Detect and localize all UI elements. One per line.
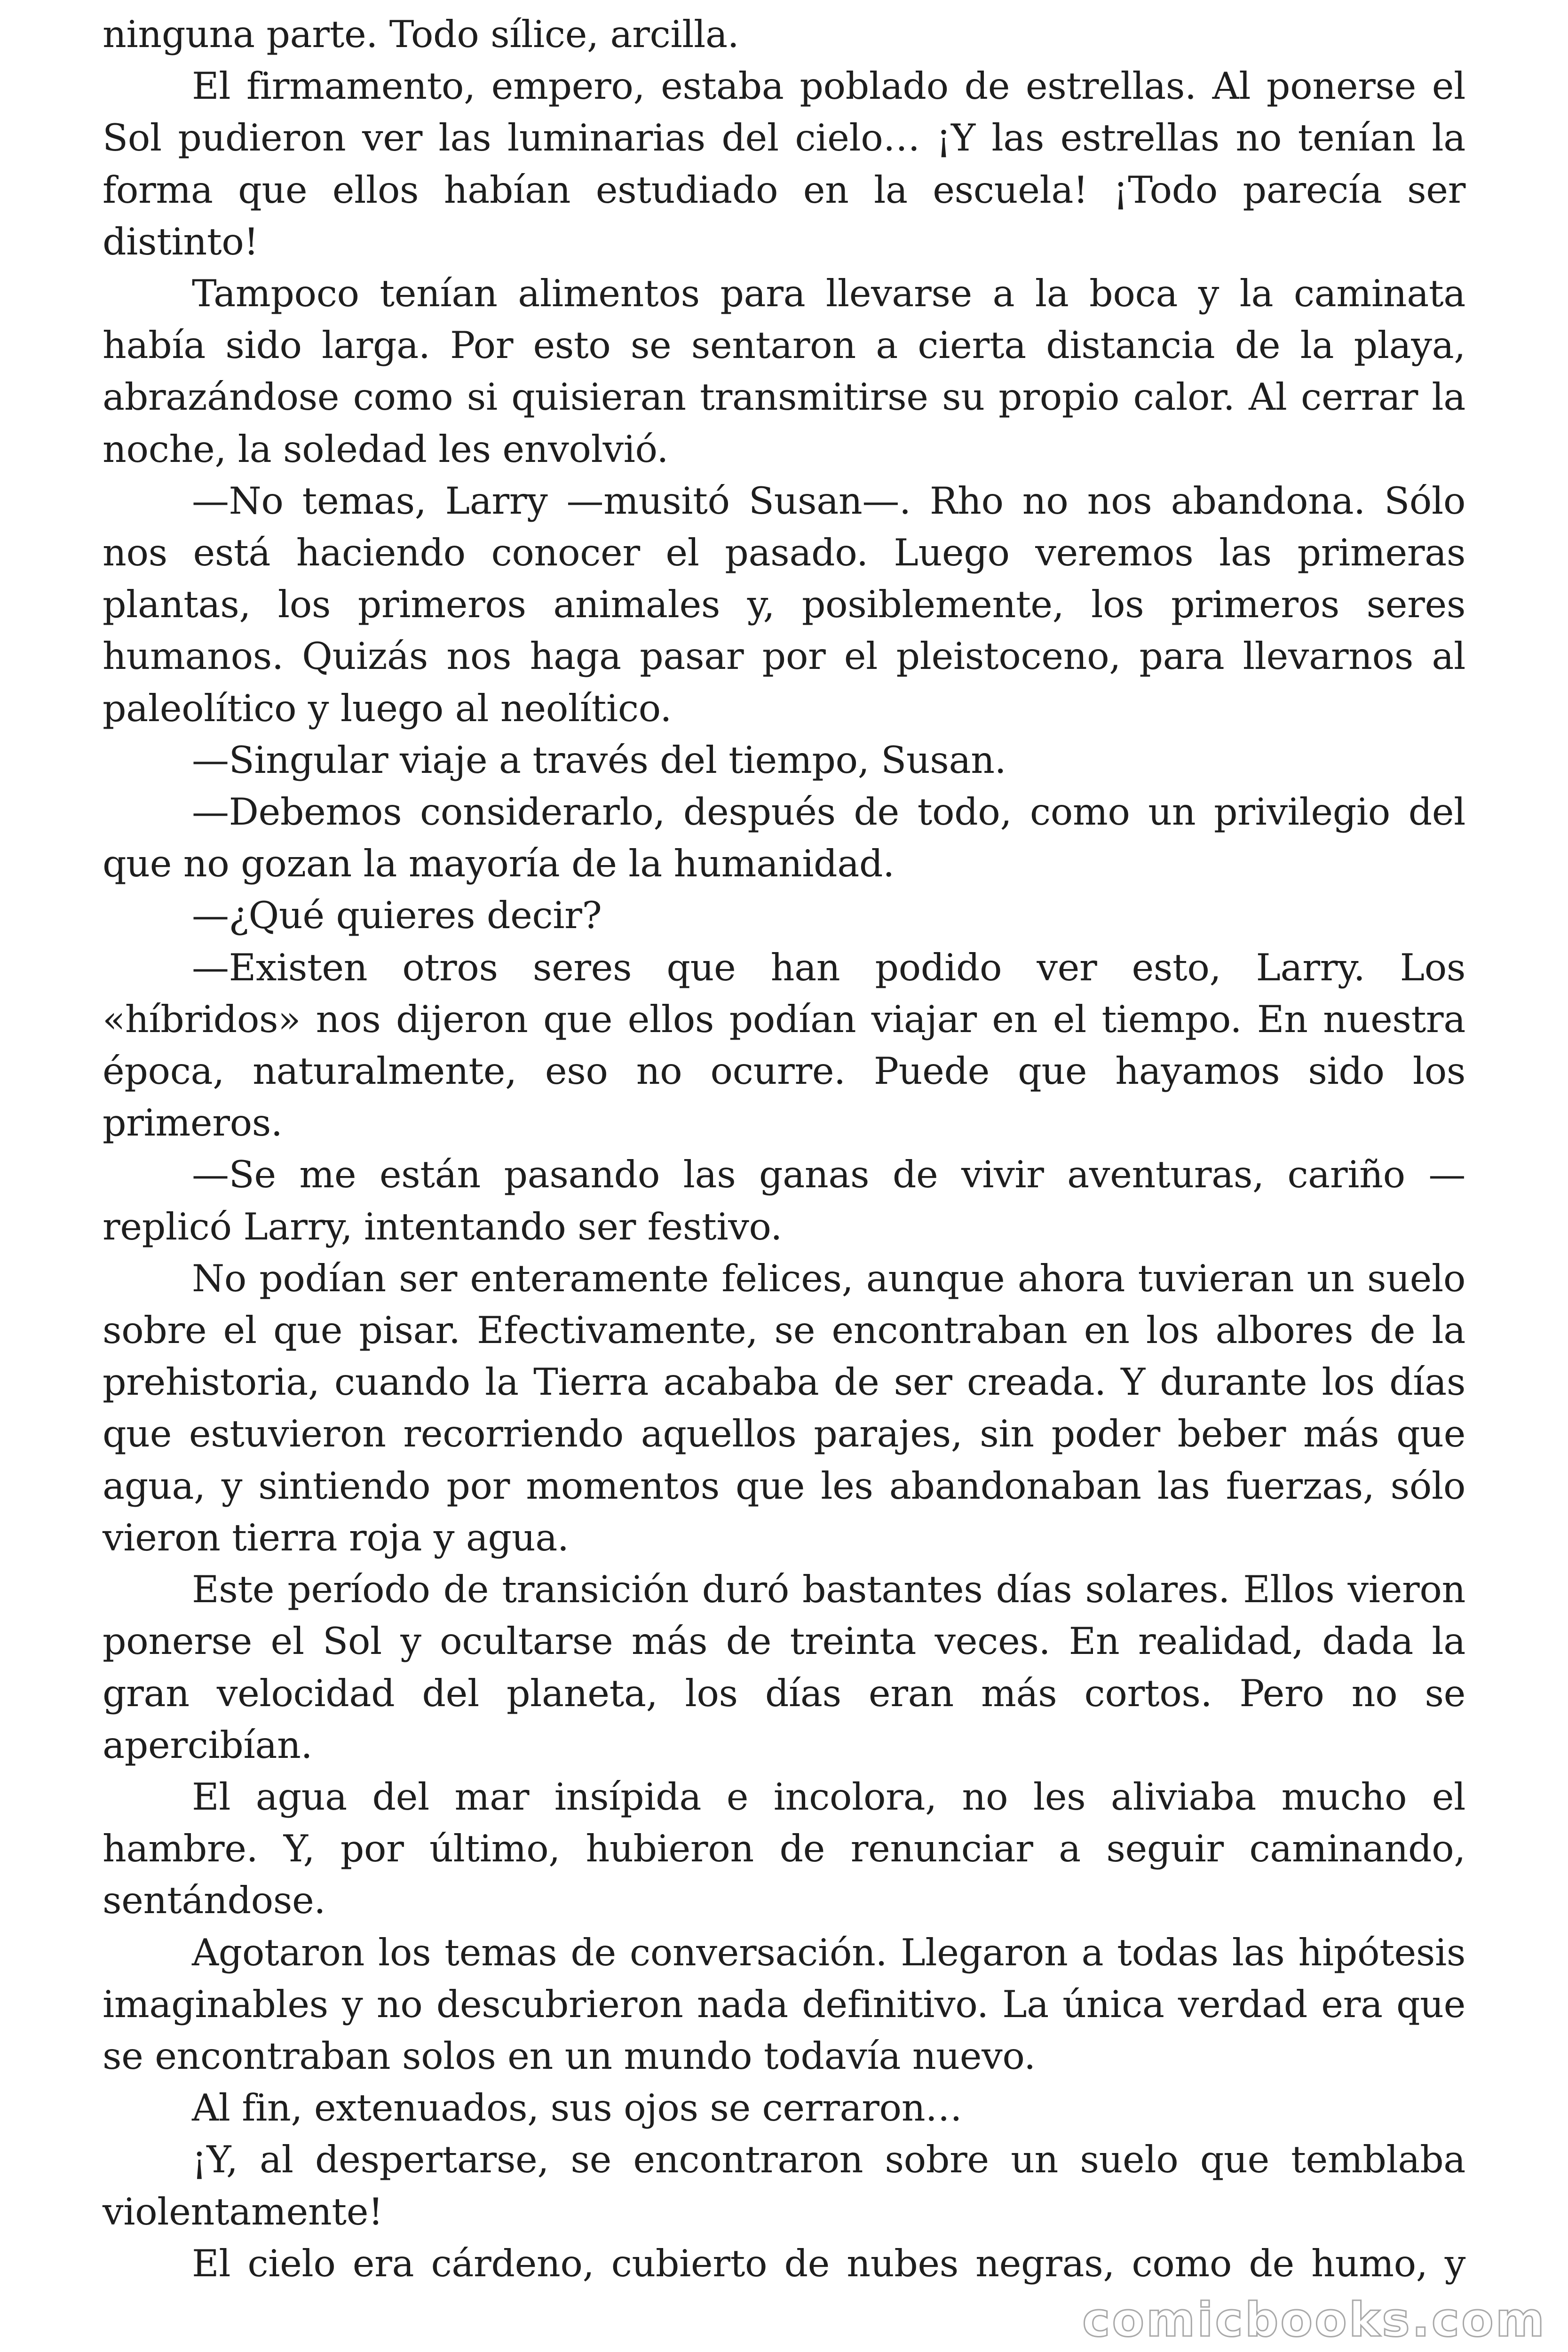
page-text-body <box>103 8 1465 2289</box>
paragraph: —Debemos considerarlo, después de todo, como un privilegio del que no gozan la mayoría de la humanidad. <box>103 790 1465 886</box>
paragraph: —No temas, Larry —musitó Susan—. Rho no nos abandona. Sólo nos está haciendo conocer el pasado. Luego veremos las primeras plantas, los primeros animales y, posiblemente, los primeros seres humanos. Quizás nos haga pasar por el pleistoceno, para llevarnos al paleolítico y luego al neolítico. <box>103 479 1465 730</box>
paragraph: El cielo era cárdeno, cubierto de nubes negras, como de humo, y <box>192 2241 1465 2285</box>
paragraph: —Se me están pasando las ganas de vivir aventuras, cariño — replicó Larry, intentando ser festivo. <box>103 1153 1465 1248</box>
paragraph: ¡Y, al despertarse, se encontraron sobre un suelo que temblaba violentamente! <box>103 2138 1465 2233</box>
paragraph: Agotaron los temas de conversación. Llegaron a todas las hipótesis imaginables y no descubrieron nada definitivo. La única verdad era que se encontraban solos en un mundo todavía nuevo. <box>103 1931 1465 2078</box>
paragraph: El agua del mar insípida e incolora, no les aliviaba mucho el hambre. Y, por último, hubieron de renunciar a seguir caminando, sentándose. <box>103 1775 1465 1923</box>
paragraph: —¿Qué quieres decir? <box>192 894 602 938</box>
paragraph: Este período de transición duró bastantes días solares. Ellos vieron ponerse el Sol y ocultarse más de treinta veces. En realidad, dada la gran velocidad del planeta, los días eran más cortos. Pero no se apercibían. <box>103 1568 1465 1767</box>
paragraph: Tampoco tenían alimentos para llevarse a la boca y la caminata había sido larga. Por esto se sentaron a cierta distancia de la playa, abrazándose como si quisieran transmitirse su propio calor. Al cerrar la noche, la soledad les envolvió. <box>103 272 1465 471</box>
paragraph: ninguna parte. Todo sílice, arcilla. <box>103 13 739 56</box>
paragraph: No podían ser enteramente felices, aunque ahora tuvieran un suelo sobre el que pisar. Efectivamente, se encontraban en los albores de la prehistoria, cuando la Tierra acababa de ser creada. Y durante los días que estuvieron recorriendo aquellos parajes, sin poder beber más que agua, y sintiendo por momentos que les abandonaban las fuerzas, sólo vieron tierra roja y agua. <box>103 1256 1465 1559</box>
paragraph: —Existen otros seres que han podido ver esto, Larry. Los «híbridos» nos dijeron que ellos podían viajar en el tiempo. En nuestra época, naturalmente, eso no ocurre. Puede que hayamos sido los primeros. <box>103 946 1465 1145</box>
book-page <box>103 8 1465 2342</box>
paragraph: El firmamento, empero, estaba poblado de estrellas. Al ponerse el Sol pudieron ver las luminarias del cielo… ¡Y las estrellas no tenían la forma que ellos habían estudiado en la escuela! ¡Todo parecía ser distinto! <box>103 64 1465 263</box>
paragraph: —Singular viaje a través del tiempo, Susan. <box>192 738 1006 782</box>
watermark: comicbooks.com <box>1082 2292 1546 2347</box>
paragraph: Al fin, extenuados, sus ojos se cerraron… <box>192 2086 962 2130</box>
